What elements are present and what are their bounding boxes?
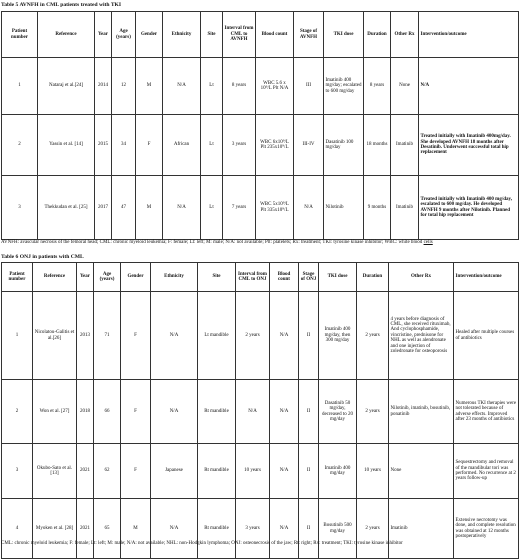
table5-cell: 18 months <box>364 115 391 176</box>
table6-cell: 2018 <box>77 380 94 444</box>
table6-cell: II <box>299 499 319 559</box>
table6-cell: Japanese <box>151 444 198 499</box>
table5-footnote-text: AVNFH: avascular necrosis of the femoral head; CML: chronic myeloid leukemia; F: female; Lt: left; M: male; N/A: not available; Plt: platelets; Rx: treatment; TKI: tyrosine kinase inhibitor; WBC: white blood <box>1 240 424 245</box>
table6-cell: Healed after multiple courses of antibiotics <box>454 292 519 380</box>
table5-cell: 3 <box>2 176 38 240</box>
table5-header-cell: Patient number <box>2 12 38 58</box>
table5-cell: Imatinib <box>391 176 419 240</box>
table5-cell: 12 <box>112 58 136 115</box>
table6-cell: 66 <box>94 380 121 444</box>
table5-cell: None <box>391 58 419 115</box>
table5-header-cell: Ethnicity <box>163 12 201 58</box>
table6-cell: N/A <box>270 499 299 559</box>
table6-cell: N/A <box>270 444 299 499</box>
table6-row <box>2 292 519 380</box>
table5-header-cell: Blood count <box>256 12 294 58</box>
table6-cell: Nilotinib, imatinib, bosutinib, ponatinib <box>389 380 454 444</box>
table6-cell: 10 years <box>236 444 270 499</box>
table5-cell: N/A <box>163 176 201 240</box>
table5-cell: Imatinib <box>391 115 419 176</box>
table6-header-cell: Intervention/outcome <box>454 263 519 292</box>
table6-header-cell: Age (years) <box>94 263 121 292</box>
table6-header-cell: TKI dose <box>319 263 357 292</box>
table6-cell: 2 years <box>357 292 389 380</box>
table5-footnote-underlined: cells <box>423 240 433 245</box>
table6-cell: 65 <box>94 499 121 559</box>
table6-header-cell: Interval from CML to ONJ <box>236 263 270 292</box>
table6-cell: Imatinib <box>389 499 454 559</box>
table6-cell: II <box>299 380 319 444</box>
table5-footnote <box>1 240 517 246</box>
table6-cell: Numerous TKI therapies were not tolerated because of adverse effects. Improved after 23 months of antibiotics <box>454 380 519 444</box>
table5-cell: WBC 6x10⁹/L Plt 235x10⁹/L <box>256 115 294 176</box>
table6-cell: 4 years before diagnosis of CML, she received rituximab, And cyclophosphamide, vincristine, prednisone for NHL as well as alendronate and one injection of zoledronate for osteoporosis <box>389 292 454 380</box>
table6-cell: Imatinib 400 mg/day, then 300 mg/day <box>319 292 357 380</box>
table5 <box>1 11 519 240</box>
table6-cell: 10 years <box>357 444 389 499</box>
table5-cell: 2014 <box>95 58 112 115</box>
table6-cell: 71 <box>94 292 121 380</box>
table5-cell: Lt <box>201 115 223 176</box>
table5-cell: Treated initially with Imatinib 400mg/day. She developed AVNFH 18 months after Desatinib. Underwent successful total hip replacement <box>419 115 519 176</box>
table6-header-cell: Year <box>77 263 94 292</box>
table6-cell: F <box>121 292 151 380</box>
table6-cell: Rt mandible <box>198 380 236 444</box>
table5-cell: 9 months <box>364 176 391 240</box>
table6-cell: Rt mandible <box>198 499 236 559</box>
table6-cell: Sequestrectomy and removal of the mandibular tori was performed. No recurrence at 2 years follow-up <box>454 444 519 499</box>
table5-cell: 8 years <box>364 58 391 115</box>
table6-cell: 4 <box>2 499 33 559</box>
table5-cell: F <box>136 115 163 176</box>
table6-cell: Myoken et al. [28] <box>33 499 77 559</box>
table5-cell: III-IV <box>294 115 324 176</box>
table6-cell: 1 <box>2 292 33 380</box>
table5-cell: N/A <box>163 58 201 115</box>
table5-cell: 8 years <box>223 58 256 115</box>
table6-row <box>2 380 519 444</box>
table5-cell: Imatinib 400 mg/day; escalated to 600 mg/day <box>324 58 364 115</box>
table5-cell: Nilotinib <box>324 176 364 240</box>
table5-cell: Lt <box>201 176 223 240</box>
table6-cell: N/A <box>236 380 270 444</box>
table5-cell: N/A <box>419 58 519 115</box>
table5-header-cell: TKI dose <box>324 12 364 58</box>
table6-cell: II <box>299 292 319 380</box>
table5-header-cell: Gender <box>136 12 163 58</box>
table6-cell: Bosutinib 500 mg/day <box>319 499 357 559</box>
table6-cell: N/A <box>270 292 299 380</box>
table5-cell: III <box>294 58 324 115</box>
table5-cell: Nataraj et al.[24] <box>38 58 95 115</box>
table5-header-cell: Stage of AVNFH <box>294 12 324 58</box>
table5-cell: Thekkudan et al. [25] <box>38 176 95 240</box>
table5-cell: 7 years <box>223 176 256 240</box>
table6-cell: F <box>121 444 151 499</box>
table6-cell: N/A <box>151 499 198 559</box>
table5-cell: WBC 5.6 x 10⁹/L Plt N/A <box>256 58 294 115</box>
table5-row <box>2 115 519 176</box>
table6-cell: N/A <box>151 380 198 444</box>
table6-cell: 2 years <box>236 292 270 380</box>
table6-cell: Nicolatou-Galitis et al.[26] <box>33 292 77 380</box>
table5-header-cell: Intervention/outcome <box>419 12 519 58</box>
table6-row <box>2 499 519 559</box>
table6 <box>1 262 519 559</box>
table6-header-cell: Stage of ONJ <box>299 263 319 292</box>
table6-header-cell: Other Rx <box>389 263 454 292</box>
table6-cell: 62 <box>94 444 121 499</box>
table6-cell: 3 years <box>236 499 270 559</box>
table6-cell: 2 years <box>357 499 389 559</box>
table5-header-cell: Reference <box>38 12 95 58</box>
table5-header-cell: Site <box>201 12 223 58</box>
table6-header-cell: Gender <box>121 263 151 292</box>
table5-header-cell: Year <box>95 12 112 58</box>
table5-cell: 2 <box>2 115 38 176</box>
table6-cell: None <box>389 444 454 499</box>
table5-cell: 1 <box>2 58 38 115</box>
table5-row <box>2 58 519 115</box>
table6-cell: 2021 <box>77 499 94 559</box>
table5-cell: Treated initially with Imatinib 400 mg/day, escalated to 600 mg/day. He developed AVNFH 9 months after Nilotinib. Planned for total hip replacement <box>419 176 519 240</box>
table6-header-cell: Duration <box>357 263 389 292</box>
table6-cell: Won et al. [27] <box>33 380 77 444</box>
table5-header-cell: Other Rx <box>391 12 419 58</box>
table6-header-cell: Ethnicity <box>151 263 198 292</box>
table6-header-cell: Blood count <box>270 263 299 292</box>
table6-cell: 2 <box>2 380 33 444</box>
table6-cell: 2021 <box>77 444 94 499</box>
table6-row <box>2 444 519 499</box>
table6-cell: M <box>121 499 151 559</box>
table5-cell: WBC 5x10⁹/L Plt 335x10⁹/L <box>256 176 294 240</box>
table5-header-cell: Age (years) <box>112 12 136 58</box>
table5-cell: N/A <box>294 176 324 240</box>
table5-cell: African <box>163 115 201 176</box>
table5-cell: 34 <box>112 115 136 176</box>
table5-header-row <box>2 12 519 58</box>
table5-cell: Yassin et al. [14] <box>38 115 95 176</box>
table6-cell: II <box>299 444 319 499</box>
table6-cell: N/A <box>151 292 198 380</box>
table6-cell: 2 years <box>357 380 389 444</box>
table6-cell: Extensive necrotomy was done, and complete resolution was obtained at 12 months postoperatively <box>454 499 519 559</box>
table5-cell: M <box>136 176 163 240</box>
table5-cell: 2017 <box>95 176 112 240</box>
table6-cell: Dasatinib 50 mg/day, decreased to 20 mg/day <box>319 380 357 444</box>
table6-cell: N/A <box>270 380 299 444</box>
table6-header-cell: Patient number <box>2 263 33 292</box>
table5-cell: Lt <box>201 58 223 115</box>
table5-header-cell: Duration <box>364 12 391 58</box>
table5-caption: Table 5 AVNFH in CML patients treated with TKI <box>1 2 122 8</box>
table6-header-cell: Reference <box>33 263 77 292</box>
table6-header-row <box>2 263 519 292</box>
table6-cell: 2013 <box>77 292 94 380</box>
table6-cell: F <box>121 380 151 444</box>
table6-cell: 3 <box>2 444 33 499</box>
table6-cell: Okubo-Sato et al. [13] <box>33 444 77 499</box>
table5-cell: 2015 <box>95 115 112 176</box>
table5-cell: M <box>136 58 163 115</box>
table5-cell: 3 years <box>223 115 256 176</box>
table5-header-cell: Interval from CML to AVNFH <box>223 12 256 58</box>
table6-caption: Table 6 ONJ in patients with CML <box>1 254 84 260</box>
table6-header-cell: Site <box>198 263 236 292</box>
table6-footnote: CML: chronic myeloid leukemia; F: female; Lt: left; M: male; N/A: not available; NHL: non-Hodgkin lymphoma; ONJ: osteonecrosis of the jaw; Rt: right; Rx: treatment; TKI: tyrosine kinase inhibitor <box>1 541 403 546</box>
table5-row <box>2 176 519 240</box>
table6-cell: Imatinib 400 mg/day <box>319 444 357 499</box>
table6-cell: Lt mandible <box>198 292 236 380</box>
table5-cell: 47 <box>112 176 136 240</box>
table6-cell: Rt mandible <box>198 444 236 499</box>
table5-cell: Dasatinib 100 mg/day <box>324 115 364 176</box>
